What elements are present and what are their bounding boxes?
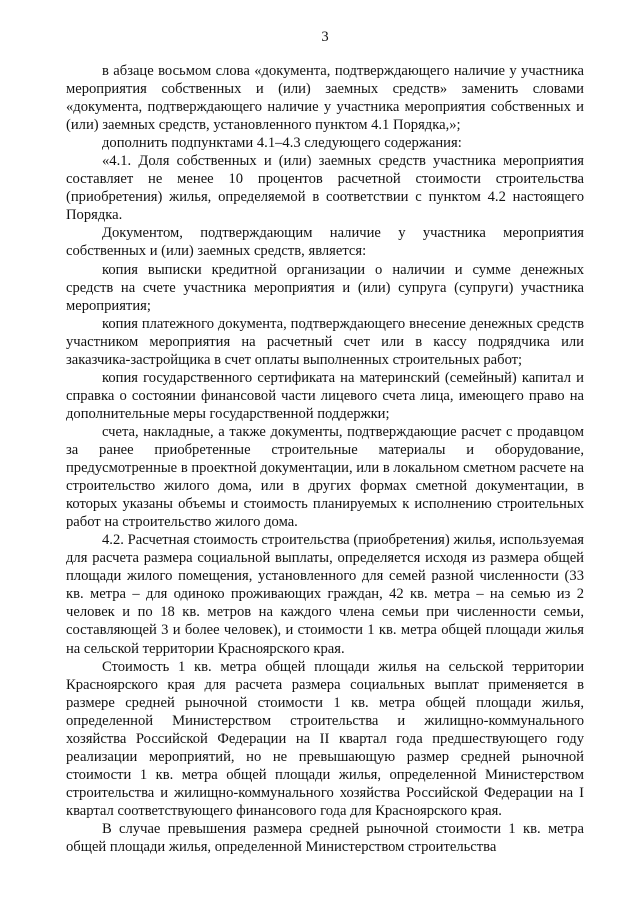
paragraph-add-subclauses: дополнить подпунктами 4.1–4.3 следующего содержания: (102, 135, 462, 152)
paragraph-amend-paragraph-eight: в абзаце восьмом слова «документа, подтверждающего наличие у участника мероприятия собственных и (или) заемных средств» заменить словами «документа, подтверждающего наличие у участника мероприятия собственных и (или) заемных средств, установленного пунктом 4.1 Порядка,»; (66, 63, 584, 134)
paragraph-clause-4-2: 4.2. Расчетная стоимость строительства (приобретения) жилья, используемая для расчета размера социальной выплаты, определяется исходя из размера общей площади жилого помещения, установленного для семей разной численности (33 кв. метра – для одиноко проживающих граждан, 42 кв. метра – на семью из 2 человек и по 18 кв. метров на каждого члена семьи при численности семьи, составляющей 3 и более человек), и стоимости 1 кв. метра общей площади жилья на сельской территории Красноярского края. (66, 532, 584, 657)
paragraph-invoices: счета, накладные, а также документы, подтверждающие расчет с продавцом за ранее приобретенные строительные материалы и оборудование, предусмотренные в проектной документации, или в локальном сметном расчете на строительство жилого дома, или в других формах сметной документации, в которых указаны объемы и стоимость планируемых к исполнению строительных работ на строительство жилого дома. (66, 423, 584, 531)
paragraph-bank-statement-copy: копия выписки кредитной организации о наличии и сумме денежных средств на счете участника мероприятия и (или) супруга (супруги) участника мероприятия; (66, 261, 584, 314)
paragraph-payment-document-copy: копия платежного документа, подтверждающего внесение денежных средств участником мероприятия на расчетный счет или в кассу подрядчика или заказчика-застройщика в счет оплаты выполненных строительных работ; (66, 315, 584, 368)
paragraph-maternity-certificate-copy: копия государственного сертификата на материнский (семейный) капитал и справка о состоянии финансовой части лицевого счета лица, имеющего право на дополнительные меры государственной поддержки; (66, 369, 584, 422)
document-page (66, 28, 584, 856)
paragraph-clause-4-1: «4.1. Доля собственных и (или) заемных средств участника мероприятия составляет не менее 10 процентов расчетной стоимости строительства (приобретения) жилья, определяемой в соответствии с пунктом 4.2 настоящего Порядка. (66, 153, 584, 224)
paragraph-excess-case: В случае превышения размера средней рыночной стоимости 1 кв. метра общей площади жилья, определенной Министерством строительства (66, 820, 584, 856)
page-number: 3 (321, 29, 329, 45)
paragraph-confirming-document: Документом, подтверждающим наличие у участника мероприятия собственных и (или) заемных средств, является: (66, 225, 584, 260)
paragraph-cost-per-square-meter: Стоимость 1 кв. метра общей площади жилья на сельской территории Красноярского края для расчета размера социальных выплат применяется в размере средней рыночной стоимости 1 кв. метра общей площади жилья, определенной Министерством строительства и жилищно-коммунального хозяйства Российской Федерации на II квартал года предшествующего году реализации мероприятий, но не превышающую размер средней рыночной стоимости 1 кв. метра общей площади жилья, определенной Министерством строительства и жилищно-коммунального хозяйства Российской Федерации на I квартал соответствующего финансового года для Красноярского края. (66, 658, 584, 819)
